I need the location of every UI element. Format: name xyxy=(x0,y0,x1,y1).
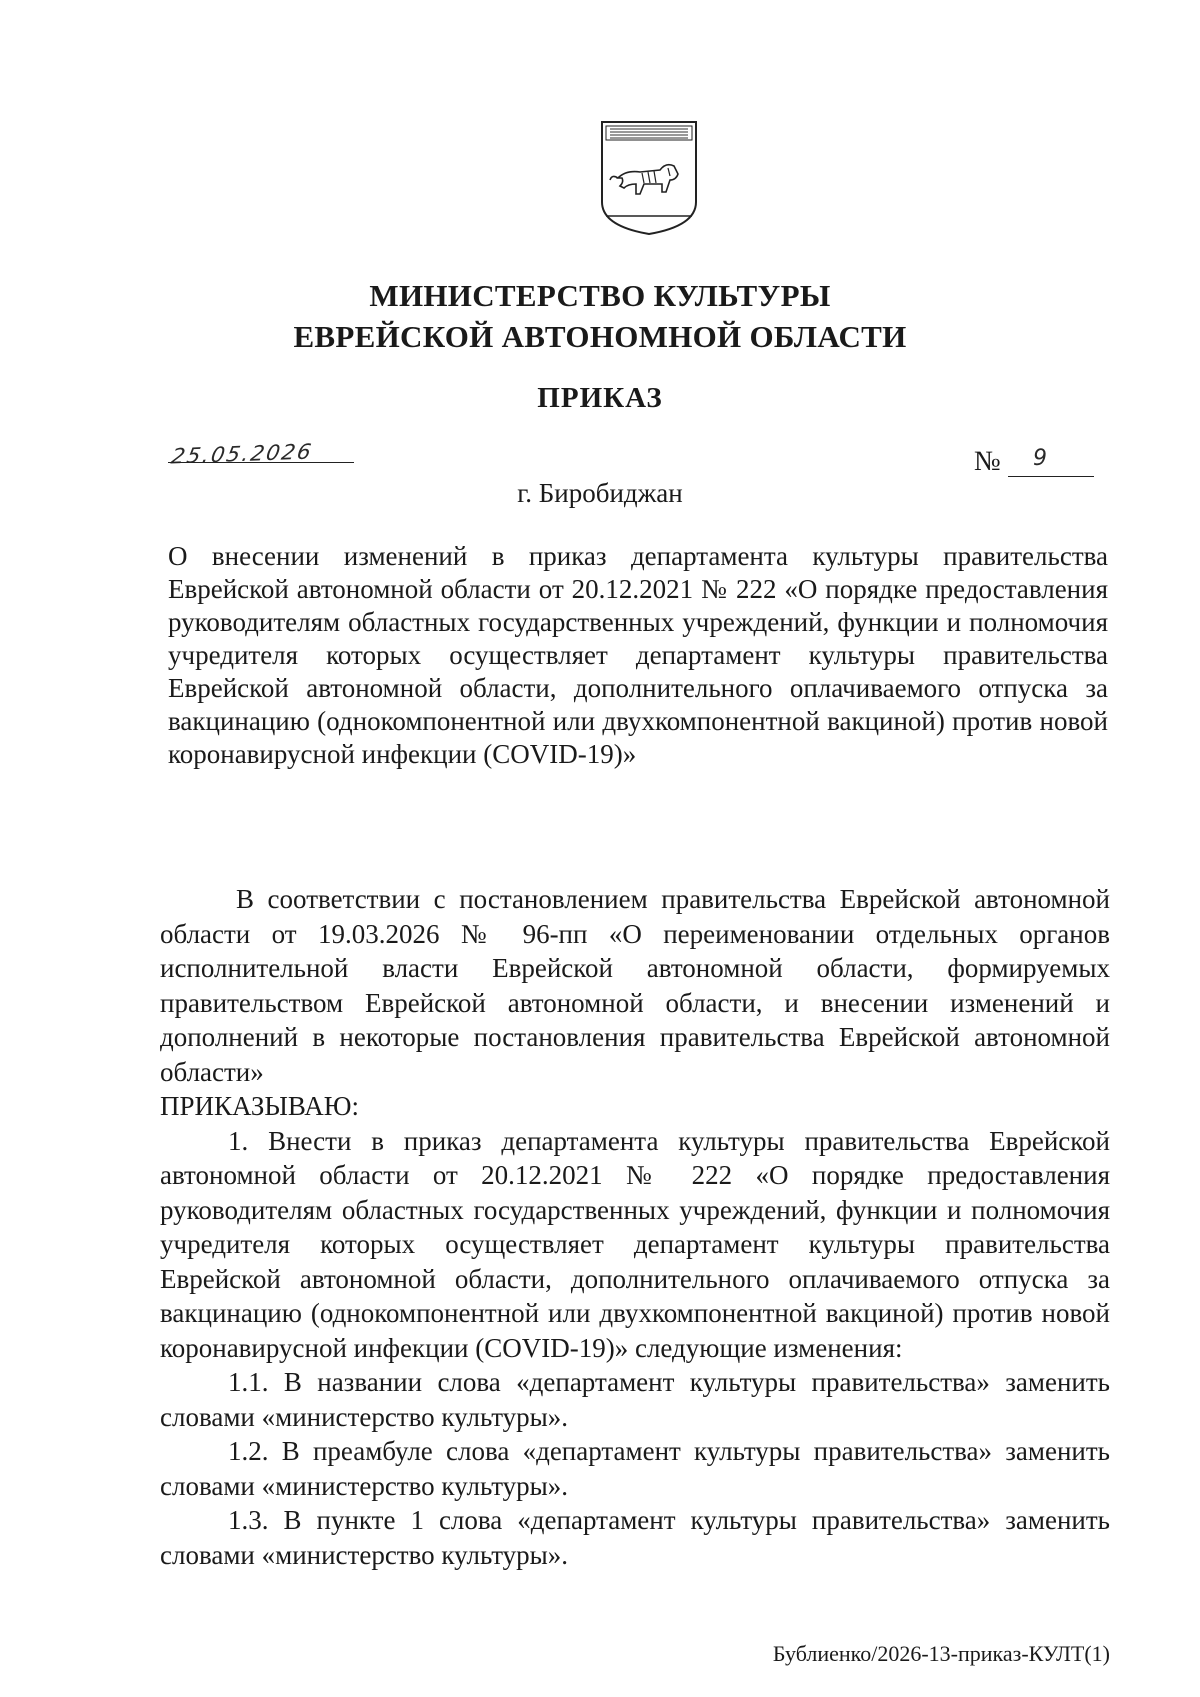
document-title: О внесении изменений в приказ департамента культуры правительства Еврейской автономной области от 20.12.2021 № 222 «О порядке предоставления руководителям областных государственных учреждений, функции и полномочия учредителя которых осуществляет департамент культуры правительства Еврейской автономной области, дополнительного оплачиваемого отпуска за вакцинацию (однокомпонентной или двухкомпонентной вакциной) против новой коронавирусной инфекции (COVID-19)» xyxy=(168,541,1108,769)
number-underline xyxy=(1008,476,1094,477)
item-1-2: 1.2. В преамбуле слова «департамент культуры правительства» заменить словами «министерство культуры». xyxy=(160,1436,1110,1501)
ministry-name-line1: МИНИСТЕРСТВО КУЛЬТУРЫ xyxy=(369,278,831,313)
document-type: ПРИКАЗ xyxy=(537,382,663,414)
item-1-3: 1.3. В пункте 1 слова «департамент культуры правительства» заменить словами «министерство культуры». xyxy=(160,1505,1110,1570)
item-1-1: 1.1. В названии слова «департамент культуры правительства» заменить словами «министерство культуры». xyxy=(160,1367,1110,1432)
file-reference: Бублиенко/2026-13-приказ-КУЛТ(1) xyxy=(772,1641,1110,1666)
item-1: 1. Внести в приказ департамента культуры правительства Еврейской автономной области от 20.12.2021 № 222 «О порядке предоставления руководителям областных государственных учреждений, функции и полномочия учредителя которых осуществляет департамент культуры правительства Еврейской автономной области, дополнительного оплачиваемого отпуска за вакцинацию (однокомпонентной или двухкомпонентной вакциной) против новой коронавирусной инфекции (COVID-19)» следующие изменения: xyxy=(160,1125,1110,1363)
handwritten-date: 25.05.2026 xyxy=(169,439,315,469)
date-underline xyxy=(168,462,354,463)
city: г. Биробиджан xyxy=(517,478,683,508)
coat-of-arms-icon xyxy=(596,118,702,238)
document-body xyxy=(160,882,1110,1572)
ministry-name-line2: ЕВРЕЙСКОЙ АВТОНОМНОЙ ОБЛАСТИ xyxy=(293,319,907,354)
number-label: № xyxy=(974,446,1001,477)
preamble-paragraph: В соответствии с постановлением правительства Еврейской автономной области от 19.03.2026 № 96-пп «О переименовании отдельных органов исполнительной власти Еврейской автономной области, формируемых правительством Еврейской автономной области, и внесении изменений и дополнений в некоторые постановления правительства Еврейской автономной области» xyxy=(160,884,1110,1087)
handwritten-number: 9 xyxy=(1033,446,1047,471)
decree-word: ПРИКАЗЫВАЮ: xyxy=(160,1091,359,1121)
